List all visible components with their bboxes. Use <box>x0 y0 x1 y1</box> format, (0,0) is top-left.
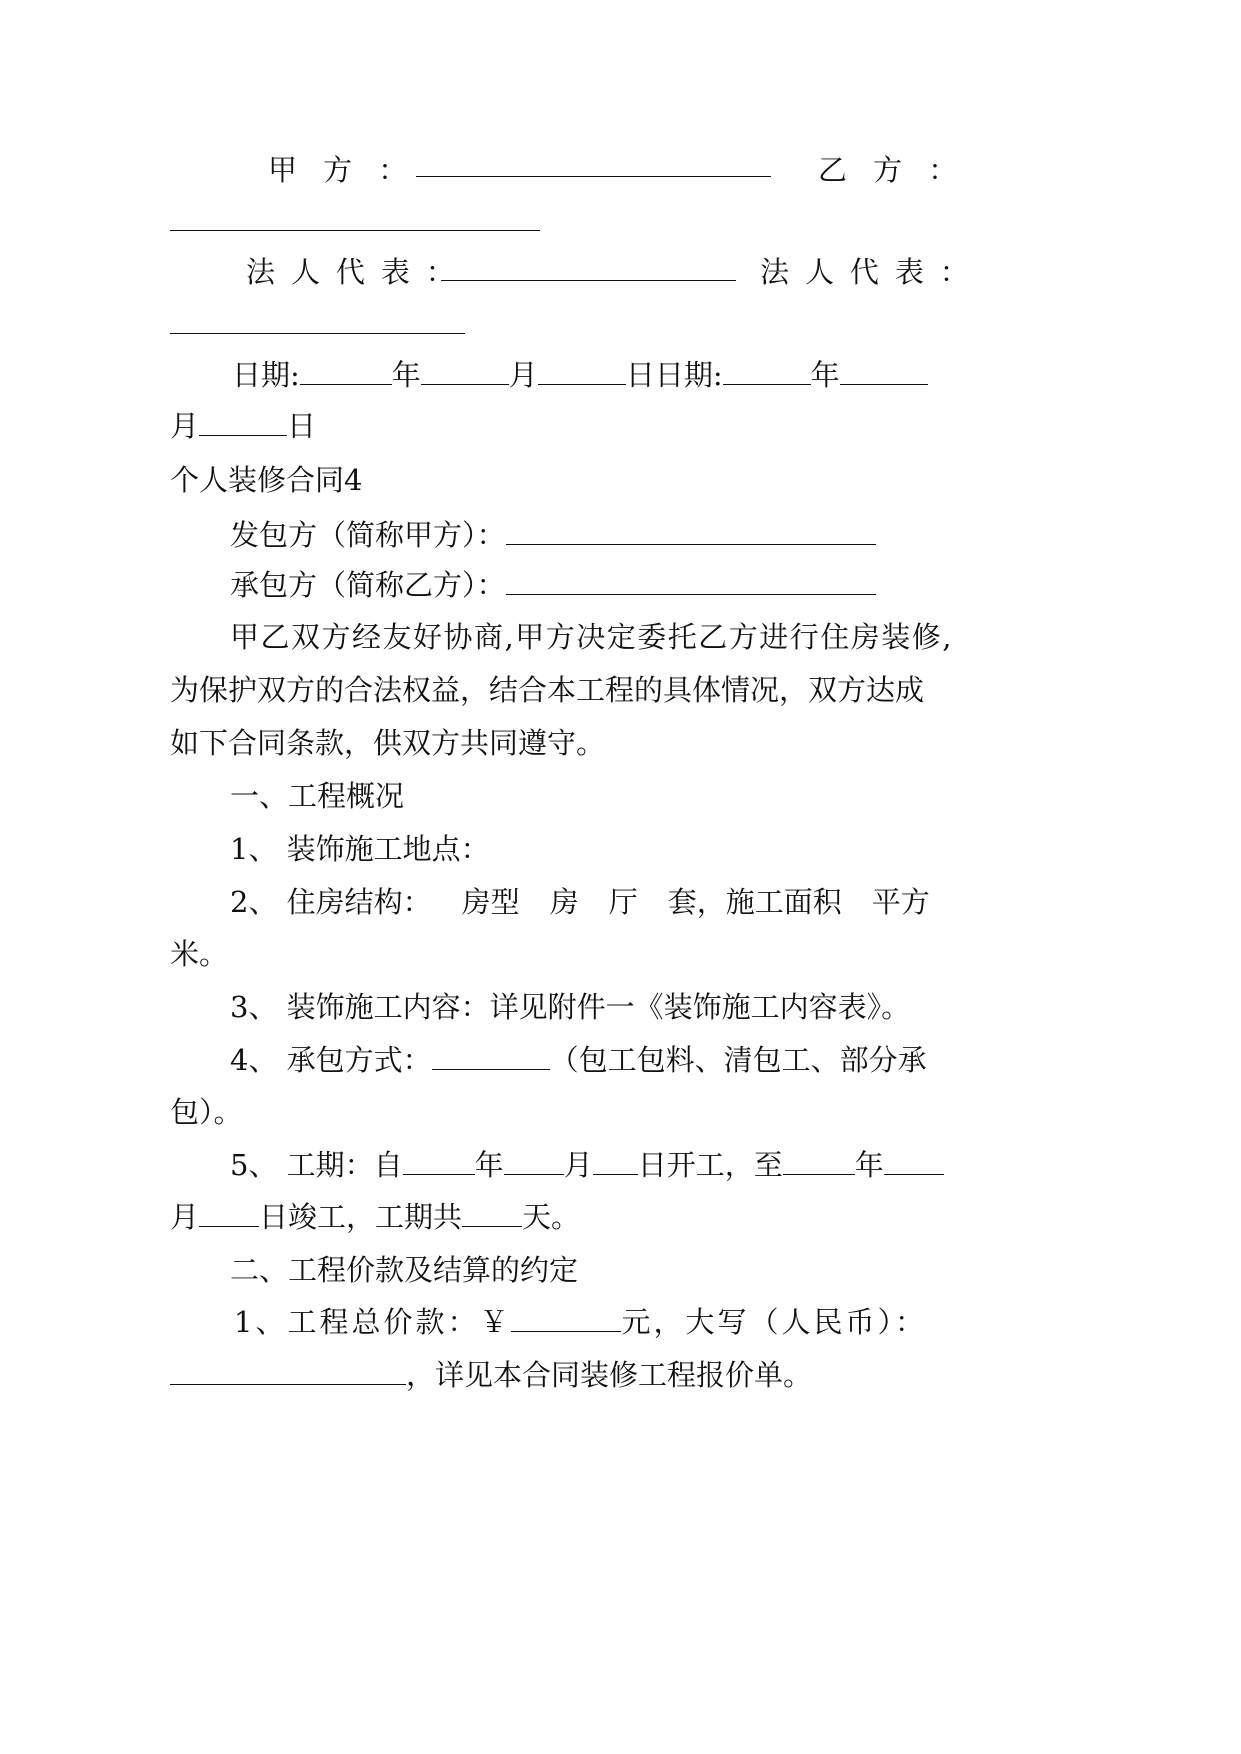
contractor-blank <box>506 572 876 595</box>
date-b-label: 日期: <box>654 358 723 392</box>
total-price-blank <box>511 1309 621 1332</box>
date-a-month: 月 <box>508 358 538 392</box>
date-a-label: 日期: <box>232 358 300 392</box>
section1-item2: 2、 住房结构： 房型 房 厅 套，施工面积 平方 <box>230 885 930 919</box>
intro-line-2: 为保护双方的合法权益，结合本工程的具体情况，双方达成 <box>170 673 925 707</box>
legal-rep-b-blank <box>170 333 465 334</box>
contractor-label: 承包方（简称乙方）： <box>230 568 506 602</box>
section2-item1: 1、工程总价款：￥ 元，大写（人民币）： <box>234 1305 927 1339</box>
intro-line-1: 甲乙双方经友好协商,甲方决定委托乙方进行住房装修, <box>230 620 953 654</box>
employer-row <box>230 515 1095 555</box>
date-a-day: 日 <box>625 358 655 392</box>
legal-rep-a-blank <box>441 280 736 281</box>
date-row <box>232 355 1097 395</box>
section1-item4: 4、 承包方式： （包工包料、清包工、部分承 <box>230 1043 927 1077</box>
employer-blank <box>506 522 876 545</box>
section1-item2-cont: 米。 <box>170 937 229 971</box>
section1-item4-cont: 包）。 <box>170 1095 243 1129</box>
date-b-day: 日 <box>287 409 317 443</box>
section2-item1-cont: ，详见本合同装修工程报价单。 <box>170 1355 1035 1395</box>
section1-item3: 3、 装饰施工内容：详见附件一《装饰施工内容表》。 <box>230 990 911 1024</box>
employer-label: 发包方（简称甲方）： <box>230 518 506 552</box>
section1-item5-cont: 月 日竣工，工期共 天。 <box>170 1200 581 1234</box>
party-b-blank <box>170 230 540 231</box>
date-b-month: 月 <box>170 409 200 443</box>
intro-line-3: 如下合同条款，供双方共同遵守。 <box>170 726 606 760</box>
contract-mode-blank <box>432 1047 550 1070</box>
section2-heading: 二、工程价款及结算的约定 <box>230 1253 579 1287</box>
party-a-label: 甲方： <box>268 153 434 187</box>
contract-title: 个人装修合同4 <box>170 463 363 497</box>
date-a-year: 年 <box>391 358 421 392</box>
section1-item5: 5、 工期：自 年 月 日开工，至 年 <box>230 1145 1095 1185</box>
date-row-2 <box>170 406 1035 446</box>
party-a-blank <box>416 176 771 177</box>
party-b-label: 乙方： <box>818 153 984 187</box>
contractor-row <box>230 565 1095 605</box>
section1-item1: 1、 装饰施工地点： <box>230 832 490 866</box>
section1-heading: 一、工程概况 <box>230 779 405 813</box>
date-b-year: 年 <box>810 358 840 392</box>
legal-rep-b-label: 法人代表： <box>760 255 985 289</box>
total-price-words-blank <box>170 1362 406 1385</box>
legal-rep-a-label: 法人代表： <box>246 255 471 289</box>
